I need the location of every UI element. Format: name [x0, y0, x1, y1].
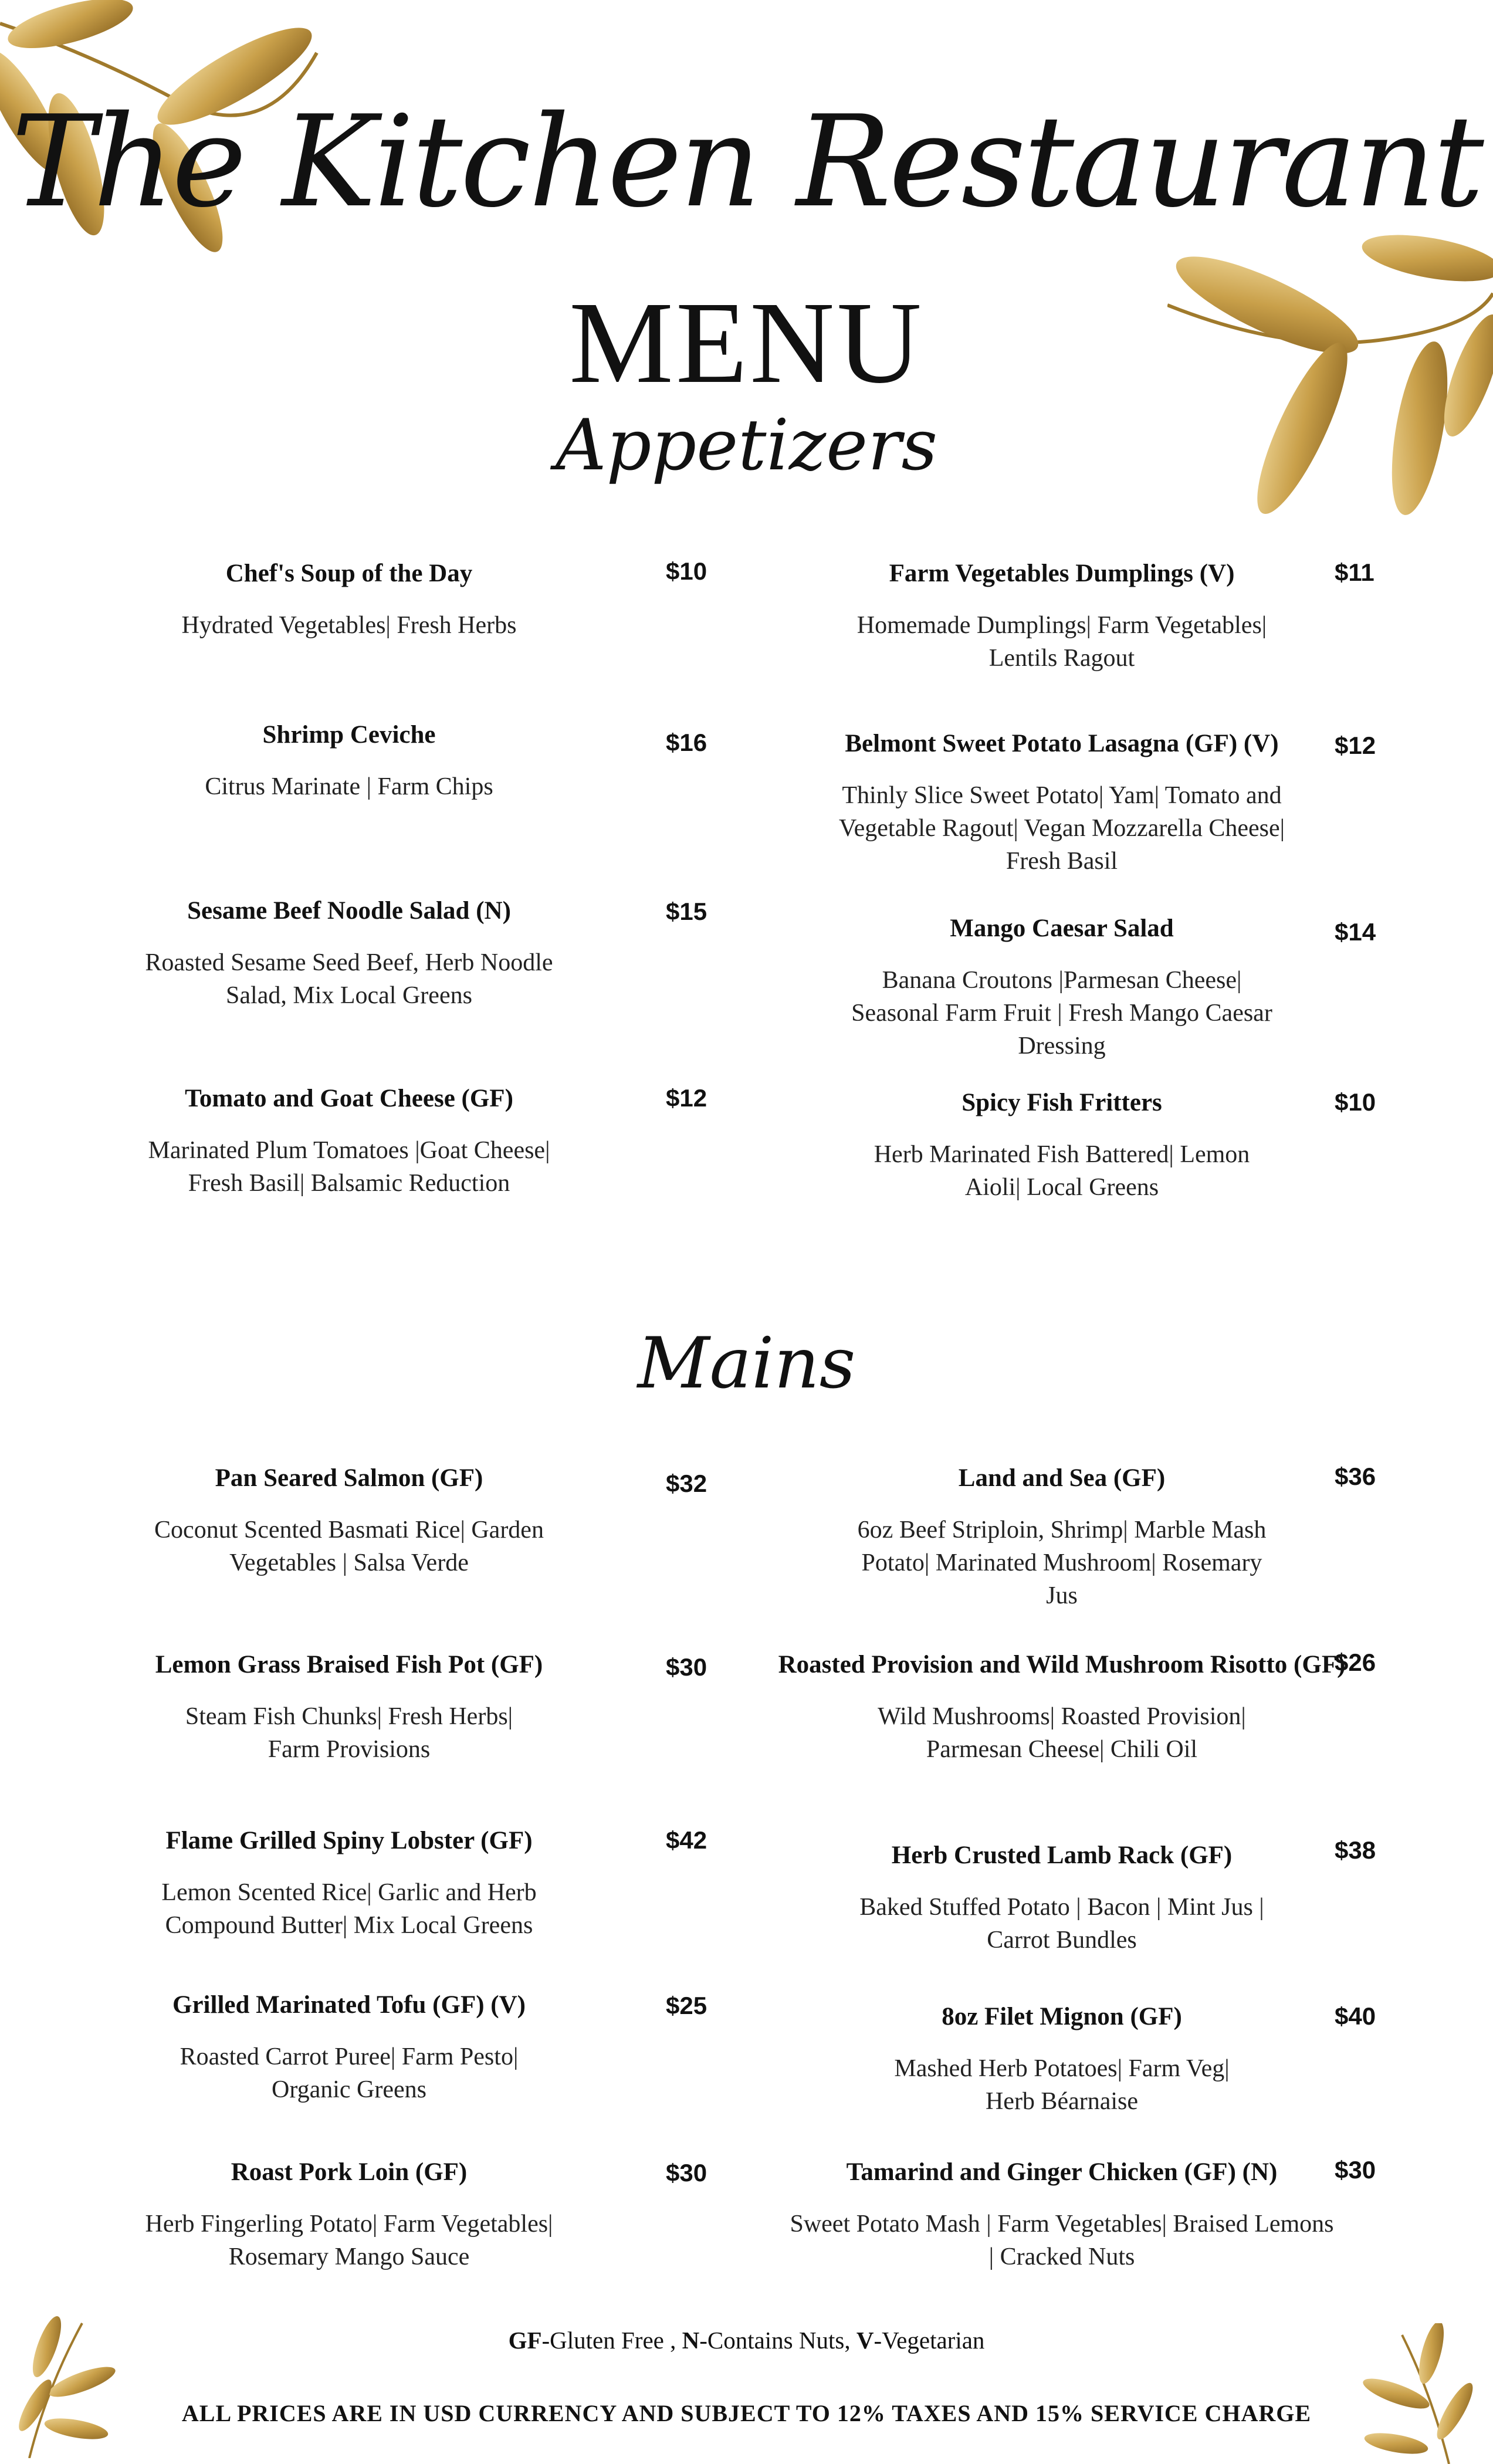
menu-item-name: Roasted Provision and Wild Mushroom Risotto (GF)	[778, 1651, 1346, 1678]
menu-item-name: Herb Crusted Lamb Rack (GF)	[891, 1842, 1233, 1869]
menu-item-price: $14	[1335, 918, 1376, 946]
menu-item	[736, 1087, 1387, 1204]
menu-item	[736, 1462, 1387, 1612]
menu-item	[736, 1839, 1387, 1957]
description-line: Wild Mushrooms| Roasted Provision|	[878, 1703, 1246, 1730]
menu-item	[736, 1649, 1387, 1766]
menu-item-price: $16	[666, 729, 707, 756]
menu-item-name: Grilled Marinated Tofu (GF) (V)	[172, 1991, 526, 2019]
menu-item	[736, 727, 1387, 878]
menu-item-description	[736, 779, 1387, 878]
menu-item-price: $30	[666, 1653, 707, 1681]
dietary-legend	[0, 2326, 1493, 2354]
description-line: Aioli| Local Greens	[964, 1174, 1159, 1201]
menu-item-description	[85, 1876, 613, 1942]
pricing-note: ALL PRICES ARE IN USD CURRENCY AND SUBJECT TO 12% TAXES AND 15% SERVICE CHARGE	[181, 2400, 1312, 2426]
description-line: Sweet Potato Mash | Farm Vegetables| Braised Lemons	[790, 2211, 1334, 2238]
description-line: Salad, Mix Local Greens	[226, 982, 472, 1009]
description-line: Coconut Scented Basmati Rice| Garden	[154, 1517, 544, 1544]
description-line: Herb Béarnaise	[985, 2088, 1139, 2115]
menu-title: MENU	[569, 278, 924, 408]
section-title-mains: Mains	[637, 1323, 856, 1404]
legend-text: -Vegetarian	[874, 2327, 985, 2354]
menu-item-name: Spicy Fish Fritters	[962, 1089, 1162, 1116]
description-line: Farm Provisions	[268, 1736, 431, 1763]
menu-item-name: Shrimp Ceviche	[262, 721, 436, 749]
menu-item	[736, 2001, 1387, 2118]
menu-item-description	[85, 1700, 613, 1766]
menu-item	[736, 912, 1387, 1062]
description-line: Potato| Marinated Mushroom| Rosemary	[861, 1549, 1262, 1576]
section-title-appetizers: Appetizers	[555, 405, 938, 486]
menu-item-price: $32	[666, 1470, 707, 1497]
description-line: Roasted Carrot Puree| Farm Pesto|	[180, 2043, 519, 2070]
menu-item	[85, 2156, 613, 2273]
menu-item-description	[736, 1891, 1387, 1957]
description-line: Carrot Bundles	[987, 1927, 1137, 1954]
menu-item-name: 8oz Filet Mignon (GF)	[942, 2003, 1182, 2030]
menu-item-price: $36	[1335, 1463, 1376, 1490]
description-line: Vegetable Ragout| Vegan Mozzarella Cheese|	[838, 815, 1285, 842]
description-line: Lentils Ragout	[988, 645, 1135, 672]
menu-item-name: Land and Sea (GF)	[958, 1464, 1166, 1492]
restaurant-name-logo: The Kitchen Restaurant	[11, 88, 1482, 235]
menu-item-name: Flame Grilled Spiny Lobster (GF)	[165, 1827, 533, 1854]
menu-item-description	[736, 2208, 1387, 2273]
description-line: Fresh Basil	[1006, 848, 1118, 875]
menu-item-description	[85, 2208, 613, 2273]
menu-item-price: $38	[1335, 1836, 1376, 1864]
menu-item-description	[736, 1514, 1387, 1612]
description-line: Homemade Dumplings| Farm Vegetables|	[856, 612, 1267, 639]
menu-item	[736, 2156, 1387, 2273]
menu-item	[85, 895, 613, 1012]
menu-item-name: Belmont Sweet Potato Lasagna (GF) (V)	[845, 730, 1279, 757]
description-line: Fresh Basil| Balsamic Reduction	[188, 1170, 510, 1197]
menu-item-description	[85, 2040, 613, 2106]
description-line: Jus	[1046, 1582, 1078, 1609]
menu-item-description	[85, 770, 613, 803]
menu-item-description	[736, 1700, 1387, 1766]
description-line: Steam Fish Chunks| Fresh Herbs|	[185, 1703, 513, 1730]
menu-item-name: Sesame Beef Noodle Salad (N)	[187, 897, 511, 925]
description-line: Hydrated Vegetables| Fresh Herbs	[181, 612, 517, 639]
menu-item-name: Chef's Soup of the Day	[225, 560, 473, 587]
legend-code: N	[682, 2327, 700, 2354]
menu-item	[85, 1649, 613, 1766]
menu-item-price: $12	[666, 1084, 707, 1112]
description-line: Compound Butter| Mix Local Greens	[165, 1912, 533, 1939]
description-line: Parmesan Cheese| Chili Oil	[926, 1736, 1198, 1763]
description-line: Banana Croutons |Parmesan Cheese|	[882, 967, 1242, 994]
menu-item	[85, 719, 613, 803]
description-line: Herb Marinated Fish Battered| Lemon	[874, 1141, 1250, 1168]
menu-item-price: $15	[666, 898, 707, 925]
menu-item-name: Roast Pork Loin (GF)	[231, 2158, 468, 2186]
menu-item-name: Farm Vegetables Dumplings (V)	[889, 560, 1235, 587]
menu-item-description	[736, 964, 1387, 1062]
menu-item-name: Lemon Grass Braised Fish Pot (GF)	[155, 1651, 543, 1678]
menu-item-price: $42	[666, 1826, 707, 1854]
menu-item	[85, 1989, 613, 2106]
description-line: Mashed Herb Potatoes| Farm Veg|	[894, 2055, 1230, 2082]
description-line: Vegetables | Salsa Verde	[229, 1549, 469, 1576]
description-line: Dressing	[1018, 1033, 1106, 1060]
menu-item-price: $30	[666, 2159, 707, 2187]
menu-item-price: $12	[1335, 732, 1376, 759]
menu-item-price: $40	[1335, 2002, 1376, 2030]
menu-item-description	[736, 1138, 1387, 1204]
menu-item-name: Tamarind and Ginger Chicken (GF) (N)	[846, 2158, 1278, 2186]
menu-item-name: Tomato and Goat Cheese (GF)	[185, 1085, 513, 1112]
legend-text: -Gluten Free ,	[541, 2327, 682, 2354]
menu-item	[85, 557, 613, 642]
description-line: Citrus Marinate | Farm Chips	[205, 773, 493, 800]
description-line: 6oz Beef Striploin, Shrimp| Marble Mash	[857, 1517, 1267, 1544]
menu-item-description	[736, 609, 1387, 675]
menu-item-description	[736, 2052, 1387, 2118]
menu-item	[85, 1825, 613, 1942]
description-line: Marinated Plum Tomatoes |Goat Cheese|	[148, 1137, 550, 1164]
menu-item-price: $26	[1335, 1649, 1376, 1676]
menu-item-name: Mango Caesar Salad	[950, 915, 1174, 942]
menu-item-price: $25	[666, 1992, 707, 2019]
menu-item-description	[85, 609, 613, 642]
description-line: Herb Fingerling Potato| Farm Vegetables|	[145, 2211, 553, 2238]
menu-item-description	[85, 946, 613, 1012]
description-line: | Cracked Nuts	[988, 2243, 1135, 2270]
description-line: Thinly Slice Sweet Potato| Yam| Tomato and	[842, 782, 1282, 809]
description-line: Baked Stuffed Potato | Bacon | Mint Jus |	[859, 1894, 1264, 1921]
description-line: Seasonal Farm Fruit | Fresh Mango Caesar	[851, 1000, 1272, 1027]
menu-item-price: $11	[1335, 559, 1374, 586]
menu-item-price: $30	[1335, 2156, 1376, 2184]
legend-code: GF	[508, 2327, 542, 2354]
menu-item-description	[85, 1514, 613, 1579]
menu-item	[736, 557, 1387, 675]
menu-item-name: Pan Seared Salmon (GF)	[215, 1464, 483, 1492]
menu-item-price: $10	[666, 557, 707, 585]
menu-item	[85, 1082, 613, 1200]
description-line: Rosemary Mango Sauce	[228, 2243, 470, 2270]
legend-code: V	[856, 2327, 874, 2354]
description-line: Roasted Sesame Seed Beef, Herb Noodle	[145, 949, 553, 976]
menu-item-price: $10	[1335, 1088, 1376, 1116]
description-line: Lemon Scented Rice| Garlic and Herb	[161, 1879, 537, 1906]
description-line: Organic Greens	[272, 2076, 426, 2103]
legend-text: -Contains Nuts,	[699, 2327, 856, 2354]
menu-item	[85, 1462, 613, 1579]
menu-item-description	[85, 1134, 613, 1200]
